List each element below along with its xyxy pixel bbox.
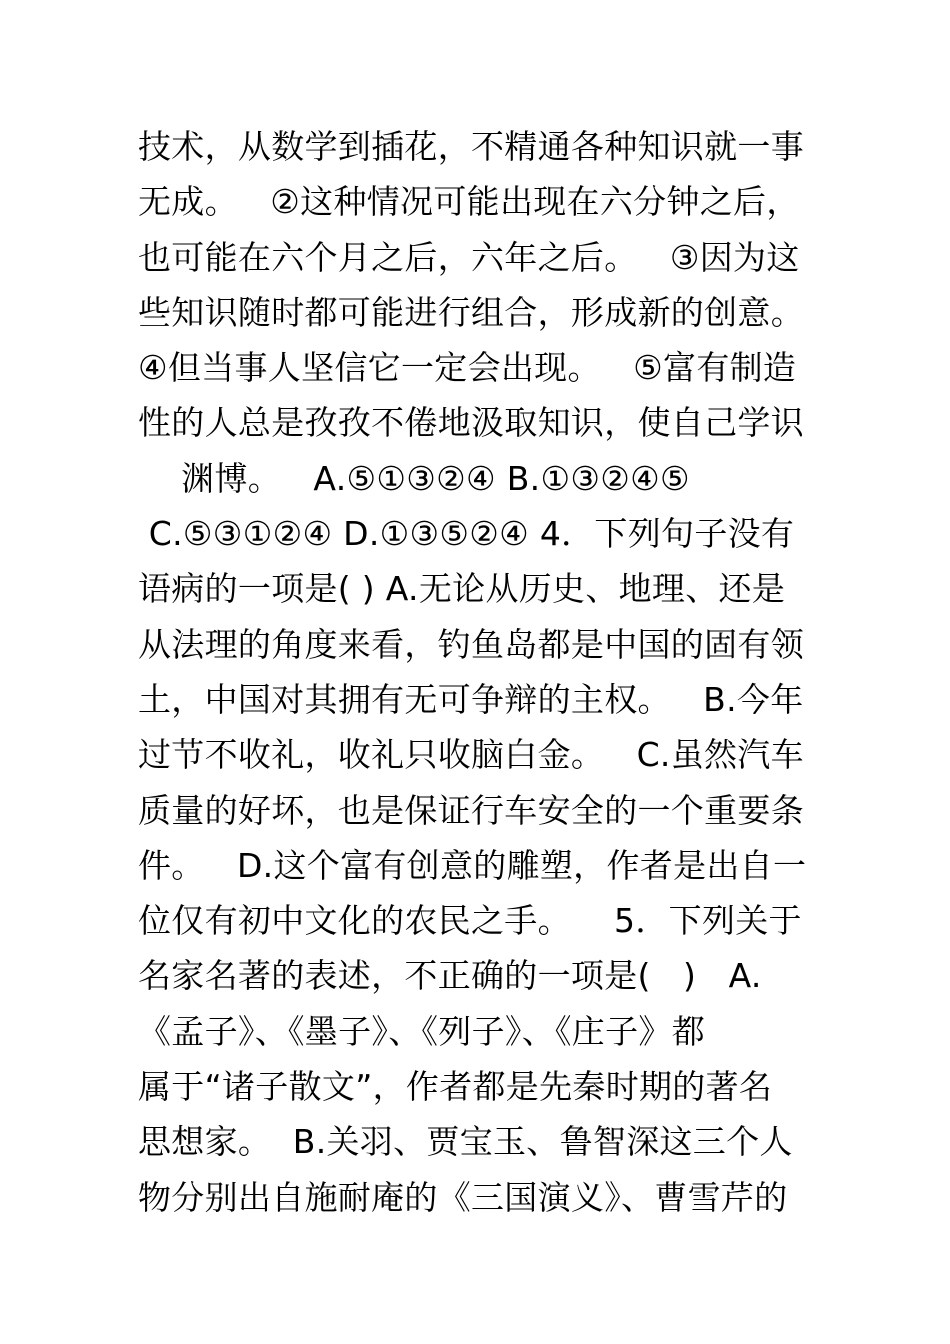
text-line: 质量的好坏，也是保证行车安全的一个重要条 [138, 790, 804, 830]
text-line: 位仅有初中文化的农民之手。 5．下列关于 [138, 901, 802, 941]
text-line: 属于“诸子散文”，作者都是先秦时期的著名 [138, 1067, 773, 1107]
text-line: 思想家。 B.关羽、贾宝玉、鲁智深这三个人 [138, 1122, 793, 1162]
text-line: 技术，从数学到插花，不精通各种知识就一事 [138, 127, 804, 166]
text-line: 性的人总是孜孜不倦地汲取知识，使自己学识 [138, 403, 804, 443]
text-line: 渊博。 A.⑤①③②④ B.①③②④⑤ [138, 458, 690, 498]
text-line: 过节不收礼，收礼只收脑白金。 C.虽然汽车 [138, 735, 804, 775]
text-line: 从法理的角度来看，钓鱼岛都是中国的固有领 [138, 624, 804, 664]
text-line: 无成。 ②这种情况可能出现在六分钟之后， [138, 182, 800, 222]
text-line: 件。 D.这个富有创意的雕塑，作者是出自一 [138, 845, 807, 885]
text-line: 土，中国对其拥有无可争辩的主权。 B.今年 [138, 679, 804, 719]
text-line: C.⑤③①②④ D.①③⑤②④ 4．下列句子没有 [138, 514, 795, 554]
text-line: 些知识随时都可能进行组合，形成新的创意。 [138, 292, 804, 332]
text-line: 物分别出自施耐庵的《三国演义》、曹雪芹的 [138, 1177, 788, 1217]
document-text [138, 119, 838, 1225]
text-line: 名家名著的表述，不正确的一项是( ) A. [138, 956, 762, 996]
text-line: 《孟子》、《墨子》、《列子》、《庄子》都 [138, 1011, 705, 1051]
text-line: 也可能在六个月之后，六年之后。 ③因为这 [138, 237, 800, 277]
text-line: 语病的一项是( ) A.无论从历史、地理、还是 [138, 569, 786, 609]
text-line: ④但当事人坚信它一定会出现。 ⑤富有制造 [138, 348, 797, 388]
